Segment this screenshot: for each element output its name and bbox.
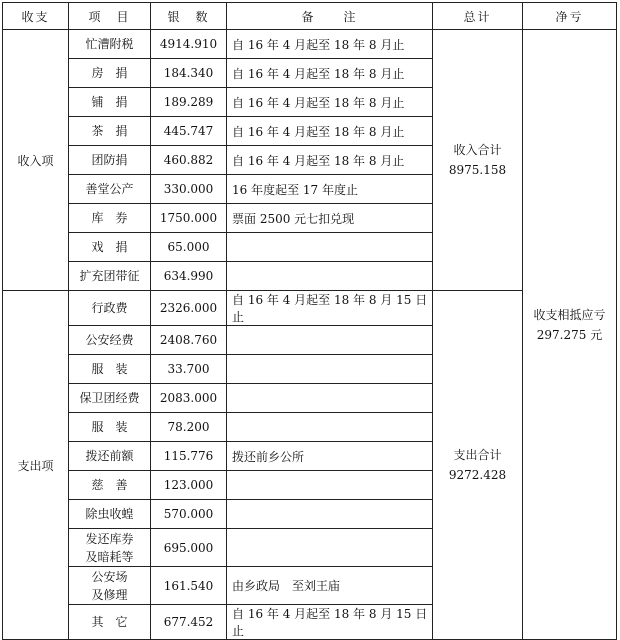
- item-cell: [69, 233, 151, 262]
- header-row: [3, 3, 617, 30]
- note-cell: [227, 355, 433, 384]
- header-total: 总计: [433, 3, 523, 30]
- item-name: 戏 捐: [91, 240, 128, 254]
- net-cell: [523, 30, 617, 640]
- amount-cell: 460.882: [151, 146, 227, 175]
- note-cell: [227, 326, 433, 355]
- note-cell: 自 16 年 4 月起至 18 年 8 月 15 日止: [227, 291, 433, 326]
- item-cell: [69, 605, 151, 640]
- amount-cell: 123.000: [151, 471, 227, 500]
- item-cell: [69, 146, 151, 175]
- note-cell: 由乡政局 至刘王庙: [227, 567, 433, 605]
- amount-cell: 2408.760: [151, 326, 227, 355]
- item-cell: [69, 567, 151, 605]
- amount-cell: 115.776: [151, 442, 227, 471]
- amount-cell: 184.340: [151, 59, 227, 88]
- income-total-value: 8975.158: [448, 163, 507, 177]
- amount-cell: 1750.000: [151, 204, 227, 233]
- header-net: 净亏: [523, 3, 617, 30]
- table-row: [3, 30, 617, 59]
- header-note: 备 注: [227, 3, 433, 30]
- item-name: 其 它: [91, 615, 128, 629]
- note-cell: 自 16 年 4 月起至 18 年 8 月止: [227, 59, 433, 88]
- amount-cell: 570.000: [151, 500, 227, 529]
- amount-cell: 65.000: [151, 233, 227, 262]
- item-name: 团防捐: [91, 153, 128, 167]
- item-cell: [69, 529, 151, 567]
- amount-cell: 78.200: [151, 413, 227, 442]
- income-category-label: 收入项: [3, 30, 69, 291]
- expense-total-value: 9272.428: [448, 468, 507, 482]
- note-cell: 自 16 年 4 月起至 18 年 8 月止: [227, 117, 433, 146]
- item-cell: [69, 175, 151, 204]
- note-cell: 票面 2500 元七扣兑现: [227, 204, 433, 233]
- note-cell: 自 16 年 4 月起至 18 年 8 月止: [227, 146, 433, 175]
- header-amount: 银 数: [151, 3, 227, 30]
- item-name: 除虫收蝗: [85, 507, 134, 521]
- item-name: 服 装: [91, 420, 128, 434]
- note-cell: [227, 233, 433, 262]
- amount-cell: 189.289: [151, 88, 227, 117]
- item-name: 发还库券: [85, 531, 134, 546]
- item-cell: [69, 88, 151, 117]
- item-name: 拨还前额: [85, 449, 134, 463]
- note-cell: 自 16 年 4 月起至 18 年 8 月止: [227, 30, 433, 59]
- item-name: 铺 捐: [91, 95, 128, 109]
- item-cell: [69, 500, 151, 529]
- amount-cell: 33.700: [151, 355, 227, 384]
- net-label: 收支相抵应亏: [533, 307, 606, 322]
- item-cell: [69, 355, 151, 384]
- item-name: 忙漕附税: [85, 37, 134, 51]
- header-item: 项 目: [69, 3, 151, 30]
- note-cell: 自 16 年 4 月起至 18 年 8 月 15 日止: [227, 605, 433, 640]
- item-cell: [69, 262, 151, 291]
- item-name: 慈 善: [91, 478, 128, 492]
- item-name-line2: 及修理: [91, 587, 128, 602]
- item-name: 茶 捐: [91, 124, 128, 138]
- item-name: 库 券: [91, 211, 128, 225]
- item-cell: [69, 59, 151, 88]
- amount-cell: 4914.910: [151, 30, 227, 59]
- note-cell: 16 年度起至 17 年度止: [227, 175, 433, 204]
- item-name: 公安场: [91, 569, 128, 584]
- item-cell: [69, 204, 151, 233]
- note-cell: [227, 529, 433, 567]
- item-cell: [69, 442, 151, 471]
- income-total-label: 收入合计: [453, 143, 502, 157]
- item-name: 房 捐: [91, 66, 128, 80]
- amount-cell: 634.990: [151, 262, 227, 291]
- note-cell: [227, 413, 433, 442]
- item-cell: [69, 326, 151, 355]
- item-name: 公安经费: [85, 333, 134, 347]
- amount-cell: 695.000: [151, 529, 227, 567]
- note-cell: 自 16 年 4 月起至 18 年 8 月止: [227, 88, 433, 117]
- note-cell: [227, 500, 433, 529]
- item-name: 服 装: [91, 362, 128, 376]
- item-name-line2: 及暗耗等: [85, 549, 134, 564]
- item-cell: [69, 471, 151, 500]
- item-cell: [69, 384, 151, 413]
- finance-table: [2, 2, 617, 640]
- item-name: 行政费: [91, 301, 128, 315]
- income-total-cell: [433, 30, 523, 291]
- expense-category-label: 支出项: [3, 291, 69, 640]
- note-cell: 拨还前乡公所: [227, 442, 433, 471]
- amount-cell: 445.747: [151, 117, 227, 146]
- item-name: 保卫团经费: [79, 391, 140, 405]
- item-cell: [69, 30, 151, 59]
- net-value: 297.275 元: [536, 327, 603, 342]
- amount-cell: 161.540: [151, 567, 227, 605]
- amount-cell: 2083.000: [151, 384, 227, 413]
- note-cell: [227, 471, 433, 500]
- header-category: 收支: [3, 3, 69, 30]
- expense-total-cell: [433, 291, 523, 640]
- amount-cell: 2326.000: [151, 291, 227, 326]
- amount-cell: 330.000: [151, 175, 227, 204]
- note-cell: [227, 384, 433, 413]
- item-cell: [69, 413, 151, 442]
- item-name: 善堂公产: [85, 182, 134, 196]
- note-cell: [227, 262, 433, 291]
- item-cell: [69, 291, 151, 326]
- item-cell: [69, 117, 151, 146]
- expense-total-label: 支出合计: [453, 448, 502, 462]
- item-name: 扩充团带征: [79, 269, 140, 283]
- amount-cell: 677.452: [151, 605, 227, 640]
